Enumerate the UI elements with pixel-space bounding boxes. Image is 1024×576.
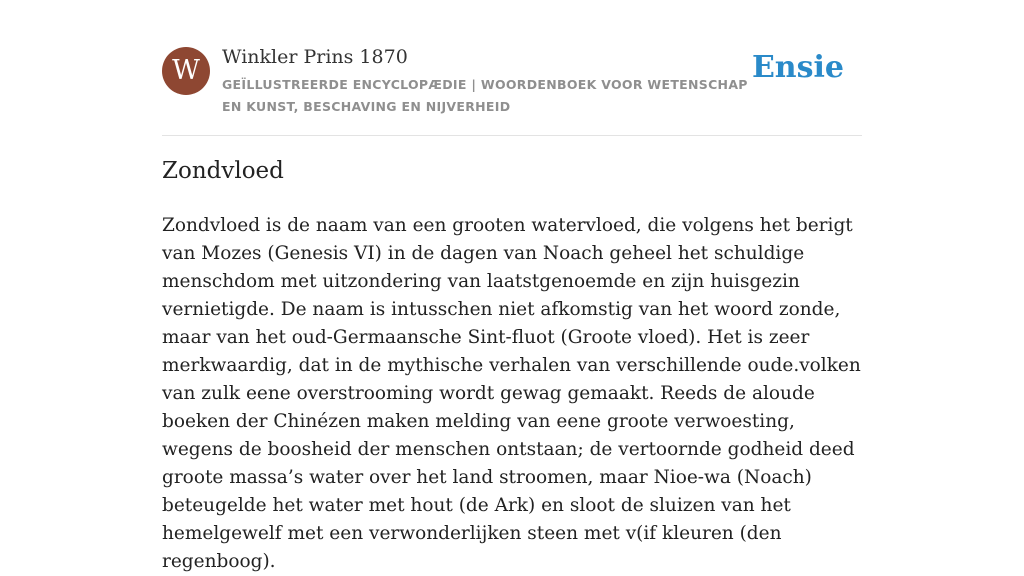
ensie-logo[interactable]: Ensie — [751, 50, 844, 85]
source-header — [162, 44, 862, 136]
source-avatar[interactable]: W — [162, 47, 210, 95]
source-title[interactable]: Winkler Prins 1870 — [222, 46, 408, 68]
article-body: Zondvloed is de naam van een grooten watervloed, die volgens het berigt van Mozes (Genesis VI) in de dagen van Noach geheel het schuldige menschdom met uitzondering van laatstgenoemde en zijn huisgezin vernietigde. De naam is intusschen niet afkomstig van het woord zonde, maar van het oud-Germaansche Sint-fluot (Groote vloed). Het is zeer merkwaardig, dat in de mythische verhalen van verschillende oude.volken van zulk eene overstrooming wordt gewag gemaakt. Reeds de aloude boeken der Chinézen maken melding van eene groote verwoesting, wegens de boosheid der menschen ontstaan; de vertoornde godheid deed groote massa’s water over het land stroomen, maar Nioe-wa (Noach) beteugelde het water met hout (de Ark) en sloot de sluizen van het hemelgewelf met een verwonderlijken steen met v(if kleuren (den regenboog). — [162, 215, 861, 572]
source-subtitle: GEÏLLUSTREERDE ENCYCLOPÆDIE | WOORDENBOEK VOOR WETENSCHAP EN KUNST, BESCHAVING EN NIJVERHEID — [222, 77, 748, 114]
article-title: Zondvloed — [162, 158, 284, 184]
